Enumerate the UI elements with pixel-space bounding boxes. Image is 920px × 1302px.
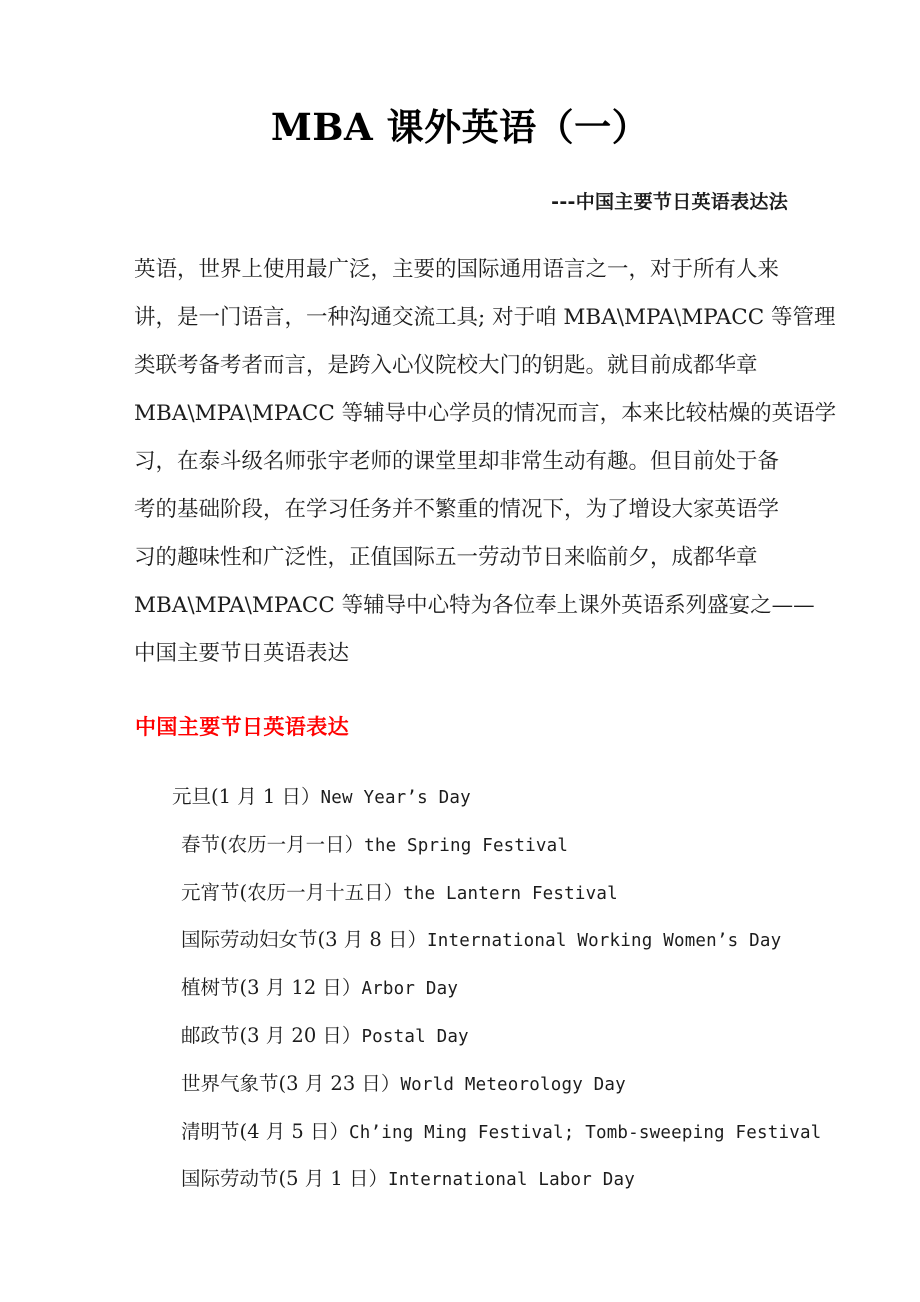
festival-name-cn: 元旦(1 月 1 日）	[172, 785, 321, 808]
body-line: 中国主要节日英语表达	[134, 641, 350, 666]
festival-name-en: Postal Day	[361, 1026, 469, 1047]
festival-name-cn: 国际劳动节(5 月 1 日）	[181, 1167, 389, 1191]
festival-name-cn: 邮政节(3 月 20 日）	[181, 1023, 362, 1047]
body-line: 习，在泰斗级名师张宇老师的课堂里却非常生动有趣。但目前处于备	[134, 449, 780, 474]
festival-list	[172, 774, 872, 1204]
body-line: 考的基础阶段，在学习任务并不繁重的情况下，为了增设大家英语学	[134, 497, 780, 522]
body-line: 习的趣味性和广泛性，正值国际五一劳动节日来临前夕，成都华章	[134, 545, 758, 570]
festival-name-cn: 世界气象节(3 月 23 日）	[181, 1071, 401, 1095]
body-paragraph	[134, 246, 837, 678]
festival-name-en: International Working Women’s Day	[427, 931, 782, 952]
list-item	[181, 1156, 872, 1204]
list-item	[181, 1061, 872, 1109]
document-subtitle: ---中国主要节日英语表达法	[551, 191, 788, 213]
list-item	[181, 1013, 872, 1061]
list-item	[181, 917, 872, 965]
festival-name-en: International Labor Day	[388, 1170, 635, 1191]
festival-name-en: Ch’ing Ming Festival; Tomb-sweeping Festival	[349, 1122, 822, 1143]
page-title: MBA 课外英语（一）	[270, 105, 650, 149]
body-line: 讲，是一门语言，一种沟通交流工具; 对于咱 MBA\MPA\MPACC 等管理	[134, 305, 836, 330]
festival-name-en: New Year’s Day	[320, 788, 471, 808]
festival-name-cn: 植树节(3 月 12 日）	[181, 976, 362, 1000]
list-item	[181, 822, 872, 870]
list-item	[181, 870, 872, 918]
festival-name-en: the Spring Festival	[364, 835, 569, 856]
list-item	[172, 774, 872, 822]
festival-name-cn: 国际劳动妇女节(3 月 8 日）	[181, 928, 428, 952]
festival-name-cn: 元宵节(农历一月十五日）	[181, 880, 404, 904]
section-heading: 中国主要节日英语表达	[135, 715, 349, 739]
festival-name-cn: 清明节(4 月 5 日）	[181, 1119, 350, 1143]
body-line: 类联考备考者而言，是跨入心仪院校大门的钥匙。就目前成都华章	[134, 353, 758, 378]
list-item	[181, 1109, 872, 1157]
festival-name-en: World Meteorology Day	[400, 1074, 626, 1095]
festival-name-en: the Lantern Festival	[403, 883, 618, 904]
festival-name-cn: 春节(农历一月一日）	[181, 832, 365, 856]
body-line: MBA\MPA\MPACC 等辅导中心特为各位奉上课外英语系列盛宴之——	[134, 593, 815, 618]
body-line: 英语，世界上使用最广泛，主要的国际通用语言之一，对于所有人来	[134, 257, 780, 282]
body-line: MBA\MPA\MPACC 等辅导中心学员的情况而言，本来比较枯燥的英语学	[134, 401, 837, 426]
list-item	[181, 965, 872, 1013]
festival-name-en: Arbor Day	[361, 979, 459, 1000]
